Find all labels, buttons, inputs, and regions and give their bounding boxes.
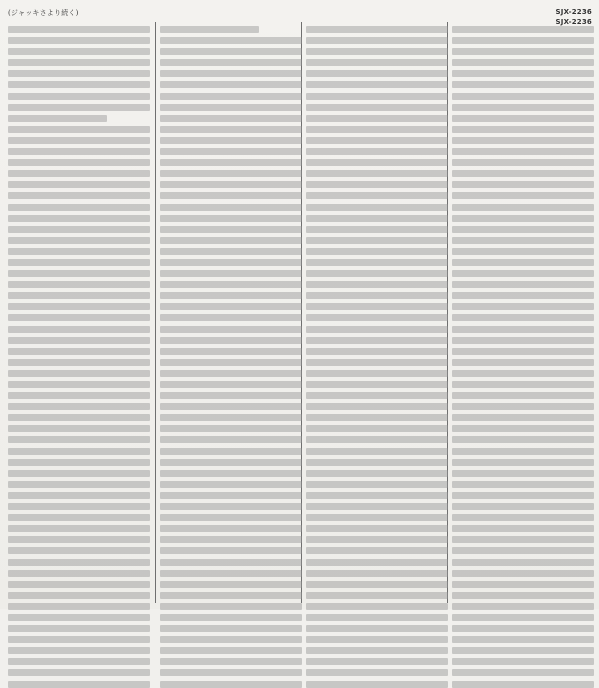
catalog-number-top: SJX-2236 (555, 8, 592, 16)
text-column-3 (306, 24, 448, 602)
text-column-4 (452, 24, 594, 602)
text-column-2 (160, 24, 302, 602)
page-header-left: (ジャッキさより続く) (8, 9, 79, 17)
column-divider (155, 22, 156, 603)
catalog-number-column: SJX-2236 (555, 18, 592, 26)
text-column-1 (8, 24, 150, 602)
